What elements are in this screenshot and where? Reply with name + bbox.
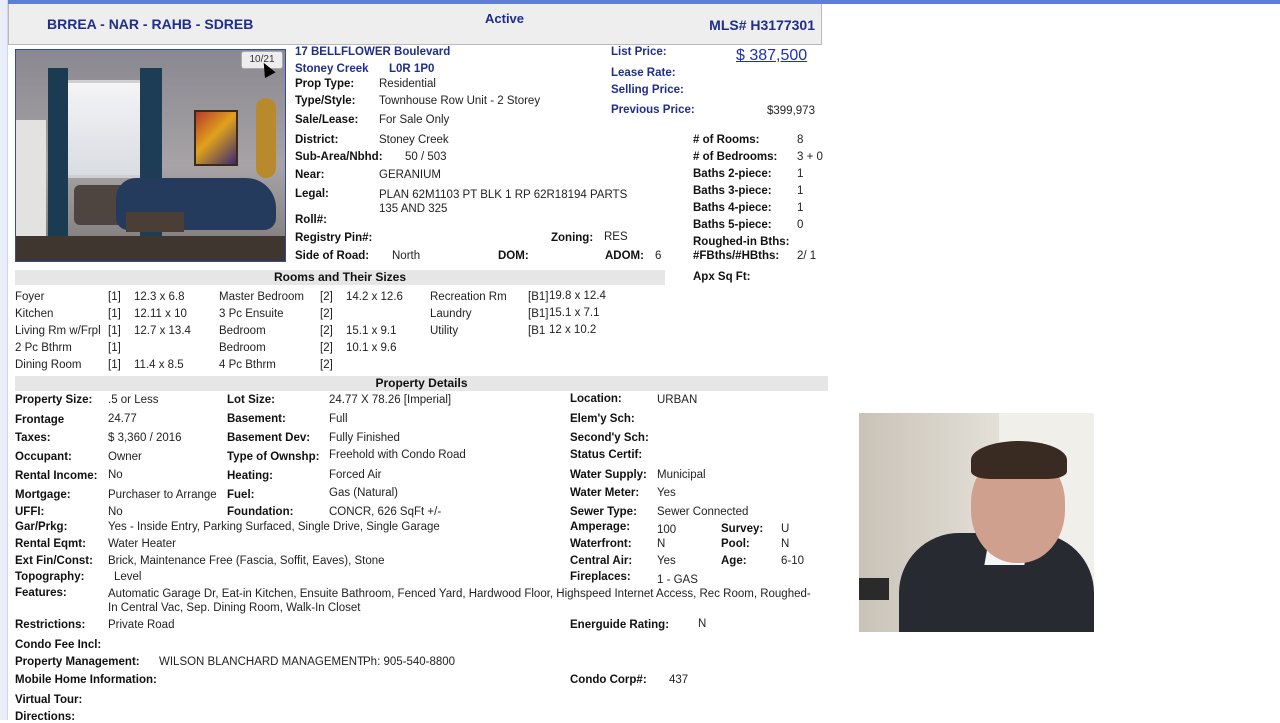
room-name: 3 Pc Ensuite [219, 308, 284, 320]
condo-corp-value: 437 [669, 674, 689, 686]
fuel-label: Fuel: [227, 489, 255, 501]
property-size-label: Property Size: [15, 394, 93, 406]
adom-value: 6 [655, 250, 662, 262]
status-badge: Active [485, 11, 525, 26]
room-name: Foyer [15, 291, 45, 303]
elementary-school-label: Elem'y Sch: [570, 413, 635, 425]
room-level: [B1] [528, 308, 549, 320]
occupant-label: Occupant: [15, 451, 72, 463]
room-size: 12 x 10.2 [549, 324, 597, 336]
property-mgmt-phone: Ph: 905-540-8800 [363, 656, 456, 668]
condo-corp-label: Condo Corp#: [570, 674, 647, 686]
age-value: 6-10 [781, 555, 805, 567]
topography-label: Topography: [15, 571, 85, 583]
selling-price-label: Selling Price: [611, 84, 684, 96]
heating-value: Forced Air [329, 469, 382, 481]
room-size: 19.8 x 12.4 [549, 290, 606, 302]
room-level: [1] [108, 359, 121, 371]
location-value: URBAN [657, 394, 698, 406]
district-label: District: [295, 134, 339, 146]
bedrooms-value: 3 + 0 [797, 151, 823, 163]
baths-4pc-label: Baths 4-piece: [693, 202, 772, 214]
rooms-section-title: Rooms and Their Sizes [15, 270, 665, 285]
webcam-overlay [859, 413, 1094, 632]
list-price-label: List Price: [611, 46, 667, 58]
address: 17 BELLFLOWER Boulevard [295, 46, 451, 58]
directions-label: Directions: [15, 711, 76, 723]
mortgage-value: Purchaser to Arrange [108, 489, 217, 501]
city: Stoney Creek [295, 63, 369, 75]
amperage-value: 100 [657, 524, 677, 536]
district-value: Stoney Creek [379, 134, 449, 146]
taxes-value: $ 3,360 / 2016 [108, 432, 182, 444]
location-label: Location: [570, 393, 622, 405]
rental-eqmt-value: Water Heater [108, 538, 176, 550]
legal-value: PLAN 62M1103 PT BLK 1 RP 62R18194 PARTS 135 AND 325 [379, 189, 628, 215]
subarea-label: Sub-Area/Nbhd: [295, 151, 383, 163]
rental-income-value: No [108, 469, 123, 481]
left-scroll-edge [0, 0, 8, 720]
listing-header [8, 4, 822, 45]
central-air-label: Central Air: [570, 555, 633, 567]
type-style-value: Townhouse Row Unit - 2 Storey [379, 95, 541, 107]
lot-size-value: 24.77 X 78.26 [Imperial] [329, 394, 452, 406]
features-label: Features: [15, 587, 67, 599]
room-level: [2] [320, 291, 333, 303]
energuide-label: Energuide Rating: [570, 619, 670, 631]
room-name: Dining Room [15, 359, 82, 371]
previous-price-label: Previous Price: [611, 104, 695, 116]
room-level: [1] [108, 342, 121, 354]
baths-3pc-label: Baths 3-piece: [693, 185, 772, 197]
details-section-title: Property Details [15, 376, 828, 391]
adom-label: ADOM: [605, 250, 644, 262]
fireplaces-label: Fireplaces: [570, 571, 631, 583]
garage-parking-label: Gar/Prkg: [15, 521, 68, 533]
room-name: 2 Pc Bthrm [15, 342, 72, 354]
occupant-value: Owner [108, 451, 142, 463]
restrictions-label: Restrictions: [15, 619, 86, 631]
features-value: Automatic Garage Dr, Eat-in Kitchen, Ensuite Bathroom, Fenced Yard, Hardwood Floor, Highspeed Internet Access, Rec Room, Roughed-In Central Vac, Sep. Dining Room, Walk-In Closet [108, 588, 811, 614]
room-level: [2] [320, 308, 333, 320]
mobile-home-label: Mobile Home Information: [15, 674, 157, 686]
fuel-value: Gas (Natural) [329, 487, 399, 499]
water-supply-label: Water Supply: [570, 469, 647, 481]
basement-label: Basement: [227, 413, 286, 425]
prop-type-label: Prop Type: [295, 78, 355, 90]
listing-photo[interactable] [15, 49, 286, 262]
room-level: [2] [320, 359, 333, 371]
room-level: [B1] [528, 291, 549, 303]
condo-fee-label: Condo Fee Incl: [15, 639, 102, 651]
side-value: North [392, 250, 421, 262]
rooms-count-value: 8 [797, 134, 804, 146]
baths-4pc-value: 1 [797, 202, 804, 214]
foundation-value: CONCR, 626 SqFt +/- [329, 506, 442, 518]
side-label: Side of Road: [295, 250, 370, 262]
restrictions-value: Private Road [108, 619, 175, 631]
room-level: [1] [108, 291, 121, 303]
property-size-value: .5 or Less [108, 394, 159, 406]
secondary-school-label: Second'y Sch: [570, 432, 649, 444]
subarea-value: 50 / 503 [405, 151, 447, 163]
survey-label: Survey: [721, 523, 764, 535]
roll-label: Roll#: [295, 214, 327, 226]
frontage-value: 24.77 [108, 413, 137, 425]
basement-dev-value: Fully Finished [329, 432, 400, 444]
registry-label: Registry Pin#: [295, 232, 373, 244]
property-mgmt-label: Property Management: [15, 656, 140, 668]
frontage-label: Frontage [15, 414, 65, 426]
room-name: 4 Pc Bthrm [219, 359, 276, 371]
legal-label: Legal: [295, 188, 329, 200]
apx-sqft-label: Apx Sq Ft: [693, 271, 751, 283]
water-meter-value: Yes [657, 487, 676, 499]
topography-value: Level [114, 571, 142, 583]
rental-income-label: Rental Income: [15, 470, 98, 482]
room-size: 11.4 x 8.5 [134, 359, 184, 371]
baths-5pc-label: Baths 5-piece: [693, 219, 772, 231]
property-mgmt-value: WILSON BLANCHARD MANAGEMENT [159, 656, 365, 668]
previous-price-value: $399,973 [767, 105, 815, 117]
room-size: 12.7 x 13.4 [134, 325, 191, 337]
baths-3pc-value: 1 [797, 185, 804, 197]
rooms-count-label: # of Rooms: [693, 134, 760, 146]
room-name: Kitchen [15, 308, 54, 320]
bedrooms-label: # of Bedrooms: [693, 151, 778, 163]
water-supply-value: Municipal [657, 469, 706, 481]
mls-number: MLS# H3177301 [709, 17, 815, 33]
room-name: Laundry [430, 308, 472, 320]
baths-2pc-value: 1 [797, 168, 804, 180]
full-half-baths-label: #FBths/#HBths: [693, 250, 780, 262]
uffi-value: No [108, 506, 123, 518]
list-price-link[interactable]: $ 387,500 [736, 47, 808, 64]
taxes-label: Taxes: [15, 432, 51, 444]
dom-label: DOM: [498, 250, 529, 262]
room-size: 14.2 x 12.6 [346, 291, 403, 303]
central-air-value: Yes [657, 555, 676, 567]
waterfront-value: N [657, 538, 666, 550]
room-name: Recreation Rm [430, 291, 507, 303]
water-meter-label: Water Meter: [570, 487, 640, 499]
room-size: 15.1 x 7.1 [549, 307, 600, 319]
room-name: Living Rm w/Frpl [15, 325, 101, 337]
zoning-value: RES [604, 231, 628, 243]
exterior-label: Ext Fin/Const: [15, 555, 93, 567]
baths-5pc-value: 0 [797, 219, 804, 231]
garage-parking-value: Yes - Inside Entry, Parking Surfaced, Single Drive, Single Garage [108, 521, 440, 533]
room-size: 12.3 x 6.8 [134, 291, 185, 303]
fireplaces-value: 1 - GAS [657, 574, 698, 586]
zoning-label: Zoning: [551, 232, 594, 244]
ownership-label: Type of Ownshp: [227, 451, 320, 463]
room-size: 15.1 x 9.1 [346, 325, 397, 337]
room-size: 12.11 x 10 [134, 308, 187, 320]
rental-eqmt-label: Rental Eqmt: [15, 538, 86, 550]
room-level: [B1 [528, 325, 546, 337]
foundation-label: Foundation: [227, 506, 294, 518]
board-names: BRREA - NAR - RAHB - SDREB [47, 16, 254, 32]
photo-counter[interactable]: 10/21 [241, 51, 283, 69]
pool-label: Pool: [721, 538, 750, 550]
room-name: Bedroom [219, 325, 266, 337]
pool-value: N [781, 538, 790, 550]
room-name: Bedroom [219, 342, 266, 354]
exterior-value: Brick, Maintenance Free (Fascia, Soffit, Eaves), Stone [108, 555, 385, 567]
waterfront-label: Waterfront: [570, 538, 632, 550]
energuide-value: N [698, 618, 707, 630]
room-name: Utility [430, 325, 459, 337]
sewer-type-value: Sewer Connected [657, 506, 749, 518]
ownership-value: Freehold with Condo Road [329, 449, 466, 461]
postal-code: L0R 1P0 [389, 63, 435, 75]
sale-lease-value: For Sale Only [379, 114, 450, 126]
prop-type-value: Residential [379, 78, 436, 90]
full-half-baths-value: 2/ 1 [797, 250, 817, 262]
room-level: [1] [108, 308, 121, 320]
heating-label: Heating: [227, 470, 273, 482]
type-style-label: Type/Style: [295, 95, 356, 107]
age-label: Age: [721, 555, 747, 567]
near-label: Near: [295, 169, 325, 181]
room-level: [1] [108, 325, 121, 337]
lease-rate-label: Lease Rate: [611, 67, 676, 79]
amperage-label: Amperage: [570, 521, 631, 533]
roughed-baths-label: Roughed-in Bths: [693, 236, 790, 248]
sewer-type-label: Sewer Type: [570, 506, 637, 518]
status-certif-label: Status Certif: [570, 449, 643, 461]
basement-value: Full [329, 413, 348, 425]
baths-2pc-label: Baths 2-piece: [693, 168, 772, 180]
room-name: Master Bedroom [219, 291, 305, 303]
sale-lease-label: Sale/Lease: [295, 114, 359, 126]
virtual-tour-label: Virtual Tour: [15, 694, 83, 706]
near-value: GERANIUM [379, 169, 441, 181]
room-level: [2] [320, 325, 333, 337]
basement-dev-label: Basement Dev: [227, 432, 311, 444]
uffi-label: UFFI: [15, 506, 45, 518]
lot-size-label: Lot Size: [227, 394, 275, 406]
survey-value: U [781, 523, 790, 535]
mortgage-label: Mortgage: [15, 489, 71, 501]
room-size: 10.1 x 9.6 [346, 342, 397, 354]
room-level: [2] [320, 342, 333, 354]
